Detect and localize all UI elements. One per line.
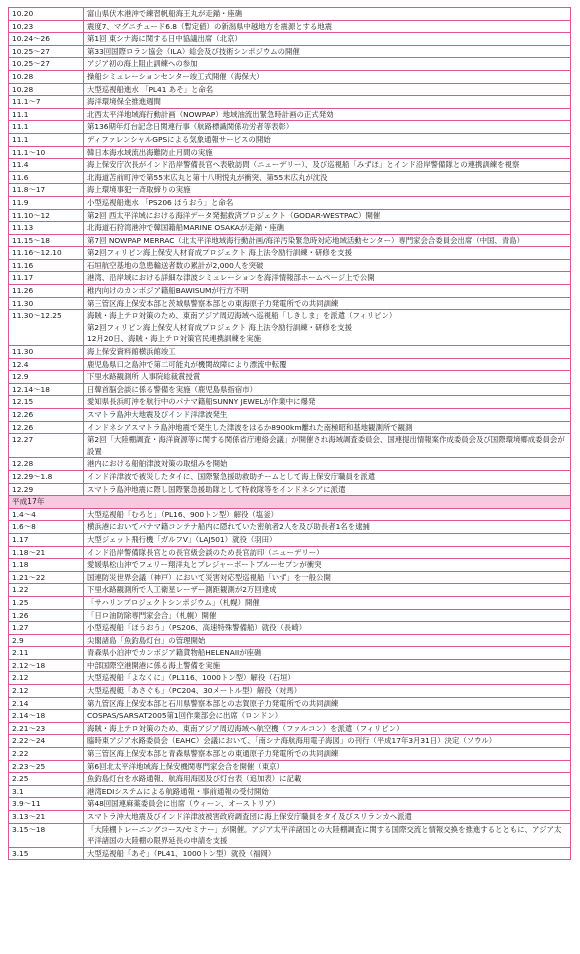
event-cell: スマトラ島沖大地震及びインド洋津波発生 [84, 409, 571, 422]
table-row [9, 748, 571, 761]
event-cell: 国連防災世界会議（神戸）において災害対応型巡視船「いず」を一般公開 [84, 571, 571, 584]
event-cell: 海賊・海上テロ対策のため、東南アジア周辺海域へ航空機（ファルコン）を派遣（フィリピン） [84, 722, 571, 735]
date-cell: 1.6～8 [9, 521, 84, 534]
date-cell: 12.29 [9, 483, 84, 496]
event-cell: 海賊・海上テロ対策のため、東南アジア周辺海域へ巡視船「しきしま」を派遣（フィリピン） 第2回フィリピン海上保安人材育成プロジェクト 海上法令励行訓練・研修を支援 12月20日、海賊・海上テロ対策官民連携訓練を実施 [84, 310, 571, 346]
table-row [9, 546, 571, 559]
table-row [9, 421, 571, 434]
event-cell: インド沿岸警備隊長官との長官級会談のため長官訪印（ニューデリー） [84, 546, 571, 559]
table-row [9, 108, 571, 121]
event-cell: 横浜港においてパナマ籍コンテナ船内に隠れていた密航者2人を及び助長者1名を逮捕 [84, 521, 571, 534]
event-cell: 稚内向けのカンボジア籍船BAWISUMが行方不明 [84, 285, 571, 298]
date-cell: 12.9 [9, 371, 84, 384]
table-row [9, 735, 571, 748]
event-cell: 第1回 東シナ海に関する日中協議出席（北京） [84, 33, 571, 46]
date-cell: 3.9～11 [9, 798, 84, 811]
date-cell: 11.4 [9, 159, 84, 172]
date-cell: 10.25～27 [9, 45, 84, 58]
table-row [9, 409, 571, 422]
table-row [9, 358, 571, 371]
table-row [9, 647, 571, 660]
date-cell: 12.4 [9, 358, 84, 371]
table-row [9, 722, 571, 735]
event-cell: 第48回国連麻薬委員会に出席（ウィーン、オーストリア） [84, 798, 571, 811]
event-cell: 大型巡視船「よなくに」（PL116、1000トン型）解役（石垣） [84, 672, 571, 685]
date-cell: 2.14～18 [9, 710, 84, 723]
date-cell: 1.26 [9, 609, 84, 622]
table-row [9, 58, 571, 71]
event-cell: 下里水路観測所 人事院総裁賞授賞 [84, 371, 571, 384]
table-row [9, 33, 571, 46]
event-cell: COSPAS/SARSAT2005第1回作業部会に出席（ロンドン） [84, 710, 571, 723]
event-cell: 第33回国際ロラン協会（ILA）総会及び技術シンポジウムの開催 [84, 45, 571, 58]
table-row [9, 458, 571, 471]
table-row [9, 596, 571, 609]
event-cell: 大型巡視船進水 「PL41 あそ」と命名 [84, 83, 571, 96]
table-row [9, 823, 571, 847]
date-cell: 10.23 [9, 20, 84, 33]
event-cell: 臨時東アジア水路委員会（EAHC）会議において、「南シナ海航海用電子海図」の刊行（平成17年3月31日）決定（ソウル） [84, 735, 571, 748]
year-label: 平成17年 [9, 496, 571, 509]
event-cell: 小型巡視船「ほうおう」（PS206、高速特殊警備船）就役（長崎） [84, 622, 571, 635]
date-cell: 10.25～27 [9, 58, 84, 71]
table-row [9, 508, 571, 521]
event-cell: 鹿児島県口之島沖で第二可能丸が機関故障により漂流中転覆 [84, 358, 571, 371]
event-cell: 韓日本海水域流出海難防止月間の実施 [84, 146, 571, 159]
event-cell: 震度7、マグニチュード6.8（暫定値）の新潟県中越地方を震源とする地震 [84, 20, 571, 33]
table-row [9, 434, 571, 458]
date-cell: 2.25 [9, 773, 84, 786]
date-cell: 1.4～4 [9, 508, 84, 521]
date-cell: 11.16 [9, 259, 84, 272]
event-cell: 北海道石狩湾港沖で韓国籍船MARINE OSAKAが走錨・座礁 [84, 222, 571, 235]
event-cell: ディファレンシャルGPSによる気象通報サービスの開始 [84, 133, 571, 146]
table-row [9, 272, 571, 285]
date-cell: 2.11 [9, 647, 84, 660]
event-cell: 青森県小泊沖でカンボジア籍貨物船HELENAIIが座礁 [84, 647, 571, 660]
date-cell: 2.22 [9, 748, 84, 761]
table-row [9, 622, 571, 635]
event-cell: 北海道苫前町沖で第55末広丸と第十八明悦丸が衝突、第55末広丸が沈没 [84, 171, 571, 184]
table-row [9, 297, 571, 310]
date-cell: 10.20 [9, 8, 84, 21]
event-cell: 大型巡視船「むろと」（PL16、900トン型）解役（塩釜） [84, 508, 571, 521]
table-row [9, 184, 571, 197]
table-row [9, 847, 571, 860]
table-row [9, 533, 571, 546]
table-row [9, 559, 571, 572]
date-cell: 11.30 [9, 297, 84, 310]
event-cell: 港湾EDIシステムによる航路通報・事前通報の受付開始 [84, 785, 571, 798]
event-cell: 操船シミュレーションセンター竣工式開催（海保大） [84, 70, 571, 83]
date-cell: 3.15 [9, 847, 84, 860]
event-cell: 第三管区海上保安本部と青森県警察本部との東通原子力発電所での共同訓練 [84, 748, 571, 761]
table-row [9, 222, 571, 235]
table-row [9, 659, 571, 672]
date-cell: 1.18～21 [9, 546, 84, 559]
event-cell: 第三管区海上保安本部と茨城県警察本部との東海原子力発電所での共同訓練 [84, 297, 571, 310]
date-cell: 11.13 [9, 222, 84, 235]
table-row [9, 785, 571, 798]
date-cell: 2.22～24 [9, 735, 84, 748]
table-row [9, 396, 571, 409]
event-cell: インド洋津波で被災したタイに、国際緊急援助救助チームとして海上保安庁職員を派遣 [84, 470, 571, 483]
table-row [9, 760, 571, 773]
table-row [9, 773, 571, 786]
event-cell: 尖閣諸島「魚釣島灯台」の管理開始 [84, 634, 571, 647]
table-row [9, 584, 571, 597]
date-cell: 2.12 [9, 685, 84, 698]
date-cell: 1.27 [9, 622, 84, 635]
event-cell: 港内における船舶津波対策の取組みを開始 [84, 458, 571, 471]
date-cell: 11.8～17 [9, 184, 84, 197]
year-header-row [9, 496, 571, 509]
table-row [9, 710, 571, 723]
table-row [9, 259, 571, 272]
table-row [9, 697, 571, 710]
date-cell: 11.15～18 [9, 234, 84, 247]
event-cell: 大型巡視艇「あさぐも」（PC204、30メートル型）解役（対馬） [84, 685, 571, 698]
event-cell: 第7回 NOWPAP MERRAC（北太平洋地域海行動計画/海洋汚染緊急時対応地域活動センター）専門家会合委員会出席（中国、青島） [84, 234, 571, 247]
table-row [9, 121, 571, 134]
date-cell: 1.22 [9, 584, 84, 597]
date-cell: 3.1 [9, 785, 84, 798]
chronology-body [9, 8, 571, 860]
date-cell: 11.6 [9, 171, 84, 184]
date-cell: 11.1 [9, 133, 84, 146]
table-row [9, 483, 571, 496]
date-cell: 11.16～12.10 [9, 247, 84, 260]
table-row [9, 634, 571, 647]
event-cell: 第2回フィリピン海上保安人材育成プロジェクト 海上法令励行訓練・研修を支援 [84, 247, 571, 260]
date-cell: 12.26 [9, 421, 84, 434]
event-cell: 愛媛県松山沖でフェリー翔洋丸とプレジャーボートブルーセプンが衝突 [84, 559, 571, 572]
date-cell: 10.28 [9, 83, 84, 96]
date-cell: 11.10～12 [9, 209, 84, 222]
date-cell: 2.14 [9, 697, 84, 710]
table-row [9, 146, 571, 159]
table-row [9, 83, 571, 96]
table-row [9, 159, 571, 172]
event-cell: 第九管区海上保安本部と石川県警察本部との志賀原子力発電所での共同訓練 [84, 697, 571, 710]
event-cell: 海上保安庁次長がインド沿岸警備長官へ表敬訪問（ニューデリー）、及び巡視船「みずほ」とインド沿岸警備隊との連携訓練を視察 [84, 159, 571, 172]
date-cell: 3.13～21 [9, 811, 84, 824]
table-row [9, 521, 571, 534]
event-cell: 北西太平洋地域海行動計画（NOWPAP）地域油流出緊急時計画の正式発効 [84, 108, 571, 121]
event-cell: アジア初の海上阻止訓練への参加 [84, 58, 571, 71]
date-cell: 10.28 [9, 70, 84, 83]
date-cell: 12.29～1.8 [9, 470, 84, 483]
event-cell: 第6回北太平洋地域海上保安機関専門家会合を開催（東京） [84, 760, 571, 773]
date-cell: 11.1 [9, 121, 84, 134]
table-row [9, 285, 571, 298]
date-cell: 12.15 [9, 396, 84, 409]
date-cell: 2.9 [9, 634, 84, 647]
event-cell: 富山県伏木港沖で練習帆船海王丸が走錨・座礁 [84, 8, 571, 21]
event-cell: 「日ロ油防除専門家会合」（札幌）開催 [84, 609, 571, 622]
table-row [9, 571, 571, 584]
table-row [9, 798, 571, 811]
date-cell: 1.25 [9, 596, 84, 609]
table-row [9, 685, 571, 698]
date-cell: 3.15～18 [9, 823, 84, 847]
chronology-table [8, 7, 571, 860]
date-cell: 1.17 [9, 533, 84, 546]
table-row [9, 70, 571, 83]
event-cell: 魚釣島灯台を水路通報、航海用海図及び灯台表（追加表）に記載 [84, 773, 571, 786]
date-cell: 1.21～22 [9, 571, 84, 584]
date-cell: 11.9 [9, 196, 84, 209]
date-cell: 2.12 [9, 672, 84, 685]
event-cell: 海上保安資料館横浜館竣工 [84, 346, 571, 359]
table-row [9, 247, 571, 260]
table-row [9, 609, 571, 622]
table-row [9, 20, 571, 33]
event-cell: 第136期年灯台記念日関連行事（航路標識関係功労者等表彰） [84, 121, 571, 134]
event-cell: 港湾、沿岸域における詳細な津波シミュレーションを海洋情報部ホームページ上で公開 [84, 272, 571, 285]
date-cell: 10.24～26 [9, 33, 84, 46]
date-cell: 11.1 [9, 108, 84, 121]
event-cell: インドネシアスマトラ島沖地震で発生した津波をはるか8900km離れた南極昭和基地観測所で観測 [84, 421, 571, 434]
event-cell: 中部国際空港開港に係る海上警備を実施 [84, 659, 571, 672]
date-cell: 12.27 [9, 434, 84, 458]
event-cell: 愛知県長浜町沖を航行中のパナマ籍船SUNNY JEWELが作業中に爆発 [84, 396, 571, 409]
event-cell: 第2回「大陸棚調査・海洋資源等に関する関係省庁連絡会議」が開催され海域調査委員会、国連提出情報案作成委員会及び国際環境郷成委員会が設置 [84, 434, 571, 458]
table-row [9, 811, 571, 824]
date-cell: 12.26 [9, 409, 84, 422]
event-cell: 石垣航空基地の急患輸送者数の累計が2,000人を突破 [84, 259, 571, 272]
table-row [9, 310, 571, 346]
table-row [9, 196, 571, 209]
event-cell: スマトラ島沖地震に際し国際緊急援助隊として特救隊等をインドネシアに派遣 [84, 483, 571, 496]
date-cell: 11.30～12.25 [9, 310, 84, 346]
date-cell: 12.14～18 [9, 383, 84, 396]
date-cell: 2.23～25 [9, 760, 84, 773]
date-cell: 2.21～23 [9, 722, 84, 735]
table-row [9, 672, 571, 685]
date-cell: 2.12～18 [9, 659, 84, 672]
date-cell: 11.17 [9, 272, 84, 285]
event-cell: 下里水路観測所で人工衛星レーザー測距観測が2万回達成 [84, 584, 571, 597]
table-row [9, 171, 571, 184]
table-row [9, 470, 571, 483]
table-row [9, 383, 571, 396]
table-row [9, 8, 571, 21]
event-cell: 第2回 西太平洋域における海洋データ発掘救済プロジェクト（GODAR-WESTPAC）開催 [84, 209, 571, 222]
table-row [9, 45, 571, 58]
event-cell: 「大陸棚トレーニングコース/セミナー」が開催。アジア太平洋諸国との大陸棚調査に関する国際交流と情報交換を推進するとともに、アジア太平洋諸国の大陸棚の限界延長の申請を支援 [84, 823, 571, 847]
event-cell: 大型巡視船「あそ」（PL41、1000トン型）就役（福岡） [84, 847, 571, 860]
table-row [9, 371, 571, 384]
event-cell: 海上環境事犯一斉取締りの実施 [84, 184, 571, 197]
event-cell: スマトラ沖大地震及びインド洋津波被害政府調査団に海上保安庁職員をタイ及びスリランカへ派遣 [84, 811, 571, 824]
event-cell: 大型ジェット飛行機「ガルフV」（LAJ501）就役（羽田） [84, 533, 571, 546]
date-cell: 11.30 [9, 346, 84, 359]
date-cell: 11.26 [9, 285, 84, 298]
table-row [9, 234, 571, 247]
date-cell: 12.28 [9, 458, 84, 471]
table-row [9, 133, 571, 146]
date-cell: 11.1～7 [9, 96, 84, 109]
table-row [9, 346, 571, 359]
table-row [9, 209, 571, 222]
date-cell: 1.18 [9, 559, 84, 572]
date-cell: 11.1～10 [9, 146, 84, 159]
table-row [9, 96, 571, 109]
event-cell: 日韓首脳会談に係る警備を実施（鹿児島県指宿市） [84, 383, 571, 396]
event-cell: 小型巡視船進水 「PS206 ほうおう」と命名 [84, 196, 571, 209]
event-cell: 「サハリンプロジェクトシンポジウム」（札幌）開催 [84, 596, 571, 609]
event-cell: 海洋環境保全推進週間 [84, 96, 571, 109]
